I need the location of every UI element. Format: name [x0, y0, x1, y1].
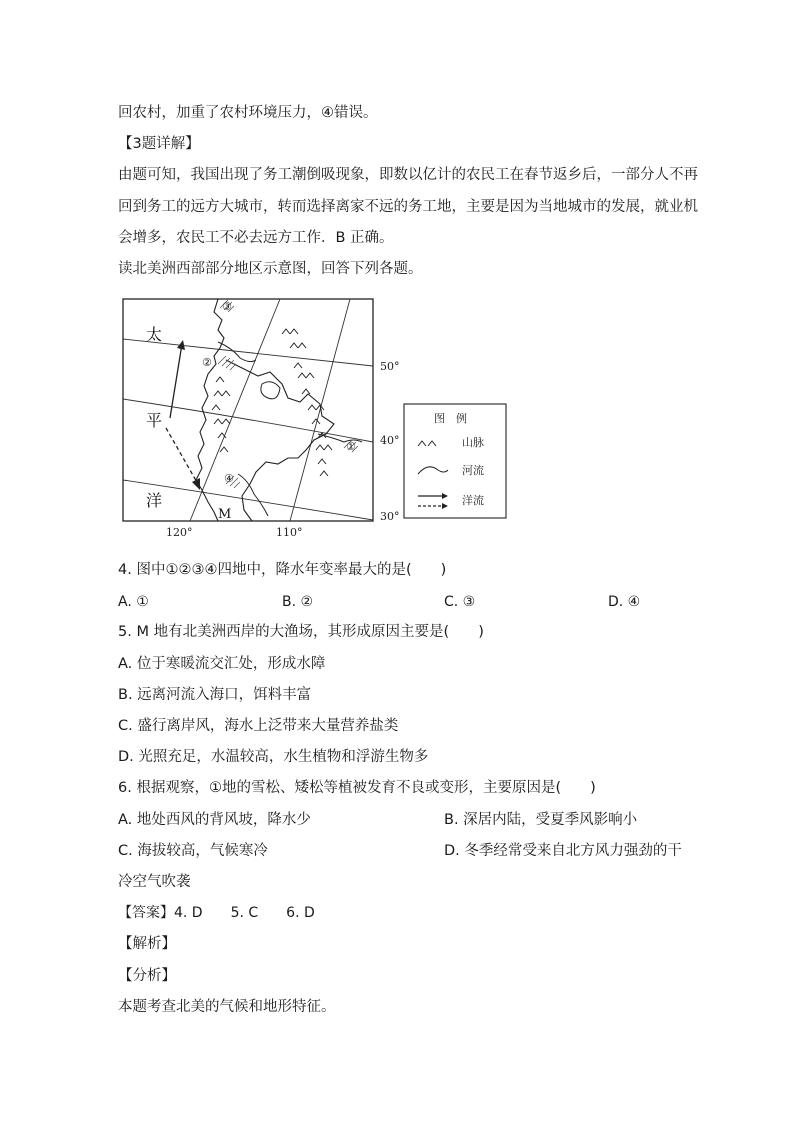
question-6-stem: 6. 根据观察，①地的雪松、矮松等植被发育不良或变形，主要原因是( ) [118, 780, 596, 796]
river-icon [418, 467, 448, 474]
answer-line [118, 903, 315, 923]
q4-option-d: D. ④ [608, 594, 641, 610]
q4-option-c: C. ③ [444, 594, 476, 610]
answer-values: 4. D 5. C 6. D [174, 905, 315, 921]
mountain-icon [418, 441, 436, 446]
point-m-label: M [218, 507, 232, 522]
lon-label: 110° [276, 526, 303, 539]
q6-option-c: C. 海拔较高，气候寒冷 [118, 843, 268, 859]
q6-option-a: A. 地处西风的背风坡，降水少 [118, 812, 311, 828]
legend-mountain-label: 山脉 [462, 436, 484, 449]
warm-current-arrow [170, 344, 182, 418]
site-label-4: ④ [224, 472, 234, 485]
longitude-line-120 [190, 299, 280, 521]
site-label-2: ② [202, 356, 212, 369]
lat-label: 50° [380, 360, 400, 373]
q5-option-d: D. 光照充足，水温较高，水生植物和浮游生物多 [118, 749, 429, 765]
q6-option-d-continuation: 冷空气吹袭 [118, 874, 191, 890]
q5-option-b: B. 远离河流入海口，饵料丰富 [118, 687, 312, 703]
q5-option-c: C. 盛行离岸风，海水上泛带来大量营养盐类 [118, 718, 399, 734]
q6-option-b: B. 深居内陆，受夏季风影响小 [444, 812, 638, 828]
hatched-sites [218, 300, 358, 488]
ocean-char: 平 [146, 411, 163, 430]
q4-option-b: B. ② [282, 594, 314, 610]
paragraph-line: 回到务工的远方大城市，转而选择离家不远的务工地，主要是因为当地城市的发展，就业机 [118, 199, 698, 215]
section-header-q3: 【3题详解】 [118, 136, 200, 152]
site-label-1: ① [346, 440, 356, 453]
legend-title: 图 例 [434, 412, 467, 425]
lat-label: 40° [380, 434, 400, 447]
longitude-line-110 [290, 299, 350, 521]
legend-current-label: 洋流 [462, 494, 484, 507]
lon-label: 120° [166, 526, 193, 539]
paragraph-continuation: 回农村，加重了农村环境压力，④错误。 [118, 105, 378, 121]
analysis-header: 【解析】 [118, 936, 176, 952]
mountain-symbols [212, 329, 332, 476]
lake-outline [261, 382, 280, 399]
question-5-stem: 5. M 地有北美洲西岸的大渔场，其形成原因主要是( ) [118, 624, 484, 640]
analysis-text: 本题考查北美的气候和地形特征。 [118, 999, 336, 1015]
fenxi-header: 【分析】 [118, 968, 176, 984]
cold-current-arrow [166, 428, 198, 484]
question-4-stem: 4. 图中①②③④四地中，降水年变率最大的是( ) [118, 562, 447, 578]
ocean-char: 太 [146, 325, 163, 344]
inland-boundary [226, 360, 334, 521]
lat-label: 30° [380, 510, 400, 523]
answer-label: 【答案】 [118, 905, 174, 921]
legend-river-label: 河流 [462, 464, 484, 477]
north-america-west-map [122, 298, 512, 539]
site-label-3: ③ [222, 300, 232, 313]
q6-option-d: D. 冬季经常受来自北方风力强劲的干 [444, 843, 682, 859]
paragraph-line: 会增多，农民工不必去远方工作．B 正确。 [118, 230, 394, 246]
q4-option-a: A. ① [118, 594, 149, 610]
map-legend [404, 404, 506, 518]
ocean-char: 洋 [146, 491, 163, 510]
question-intro: 读北美洲西部部分地区示意图，回答下列各题。 [118, 261, 423, 277]
q5-option-a: A. 位于寒暖流交汇处，形成水障 [118, 656, 326, 672]
paragraph-line: 由题可知，我国出现了务工潮倒吸现象，即数以亿计的农民工在春节返乡后，一部分人不再 [118, 167, 698, 183]
